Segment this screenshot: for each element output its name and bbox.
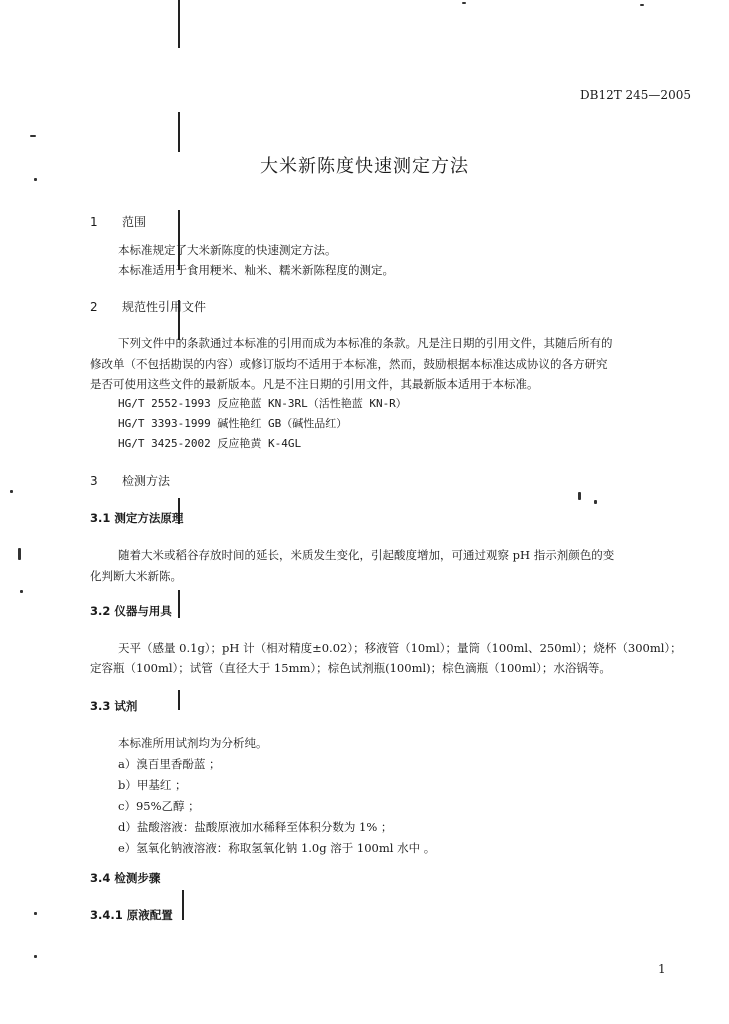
paragraph-line: 是否可使用这些文件的最新版本。凡是不注日期的引用文件，其最新版本适用于本标准。 — [90, 377, 539, 391]
scan-artifact-line — [178, 0, 180, 48]
scan-artifact-line — [182, 890, 184, 920]
scan-speck — [640, 4, 644, 6]
reference-item: HG/T 3393-1999 碱性艳红 GB（碱性品红） — [118, 417, 348, 430]
scan-speck — [10, 490, 13, 493]
scan-speck — [34, 178, 37, 181]
reference-item: HG/T 3425-2002 反应艳黄 K-4GL — [118, 437, 302, 450]
section-number: 2 — [90, 300, 98, 314]
paragraph-line: 天平（感量 0.1g）；pH 计（相对精度±0.02）；移液管（10ml）；量筒（100ml、250ml）；烧杯（300ml）； — [118, 641, 682, 655]
scan-speck — [18, 548, 21, 560]
paragraph-line: 定容瓶（100ml）；试管（直径大于 15mm）；棕色试剂瓶(100ml)；棕色滴瓶（100ml）；水浴锅等。 — [90, 661, 611, 675]
scan-speck — [594, 500, 597, 504]
subsection-3-3-heading: 3.3 试剂 — [90, 699, 138, 713]
subsection-3-4-1-heading: 3.4.1 原液配置 — [90, 908, 173, 922]
section-2-heading — [90, 298, 206, 315]
paragraph-line: 修改单（不包括勘误的内容）或修订版均不适用于本标准，然而，鼓励根据本标准达成协议的各方研究 — [90, 357, 608, 371]
subsection-3-1-heading: 3.1 测定方法原理 — [90, 511, 184, 525]
paragraph-line: 随着大米或稻谷存放时间的延长，米质发生变化，引起酸度增加，可通过观察 pH 指示剂颜色的变 — [118, 548, 615, 562]
standard-code: DB12T 245—2005 — [580, 88, 691, 102]
section-title: 规范性引用文件 — [122, 300, 207, 314]
scan-artifact-line — [178, 690, 180, 710]
list-item: e）氢氧化钠液溶液：称取氢氧化钠 1.0g 溶于 100ml 水中 。 — [118, 841, 436, 855]
section-1-heading — [90, 213, 146, 230]
page-number: 1 — [658, 962, 666, 976]
paragraph-line: 本标准适用于食用粳米、籼米、糯米新陈程度的测定。 — [118, 263, 394, 277]
section-3-heading — [90, 472, 170, 489]
scan-speck — [30, 135, 36, 137]
scan-speck — [34, 955, 37, 958]
list-item: b）甲基红 ； — [118, 778, 187, 792]
section-number: 3 — [90, 474, 98, 488]
scan-artifact-line — [178, 112, 180, 152]
scan-artifact-line — [178, 590, 180, 618]
scan-speck — [20, 590, 23, 593]
section-number: 1 — [90, 215, 98, 229]
subsection-3-2-heading: 3.2 仪器与用具 — [90, 604, 172, 618]
reference-item: HG/T 2552-1993 反应艳蓝 KN-3RL（活性艳蓝 KN-R） — [118, 397, 407, 410]
document-title: 大米新陈度快速测定方法 — [260, 156, 469, 177]
paragraph-line: 本标准所用试剂均为分析纯。 — [118, 736, 268, 750]
list-item: a）溴百里香酚蓝 ； — [118, 757, 221, 771]
paragraph-line: 本标准规定了大米新陈度的快速测定方法。 — [118, 243, 337, 257]
scan-speck — [34, 912, 37, 915]
scan-speck — [462, 2, 466, 4]
section-title: 范围 — [122, 215, 147, 229]
section-title: 检测方法 — [122, 474, 171, 488]
list-item: c）95%乙醇 ； — [118, 799, 200, 813]
paragraph-line: 化判断大米新陈。 — [90, 569, 182, 583]
scan-speck — [578, 492, 581, 500]
paragraph-line: 下列文件中的条款通过本标准的引用而成为本标准的条款。凡是注日期的引用文件，其随后所有的 — [118, 336, 613, 350]
subsection-3-4-heading: 3.4 检测步骤 — [90, 871, 161, 885]
list-item: d）盐酸溶液：盐酸原液加水稀释至体积分数为 1% ； — [118, 820, 393, 834]
